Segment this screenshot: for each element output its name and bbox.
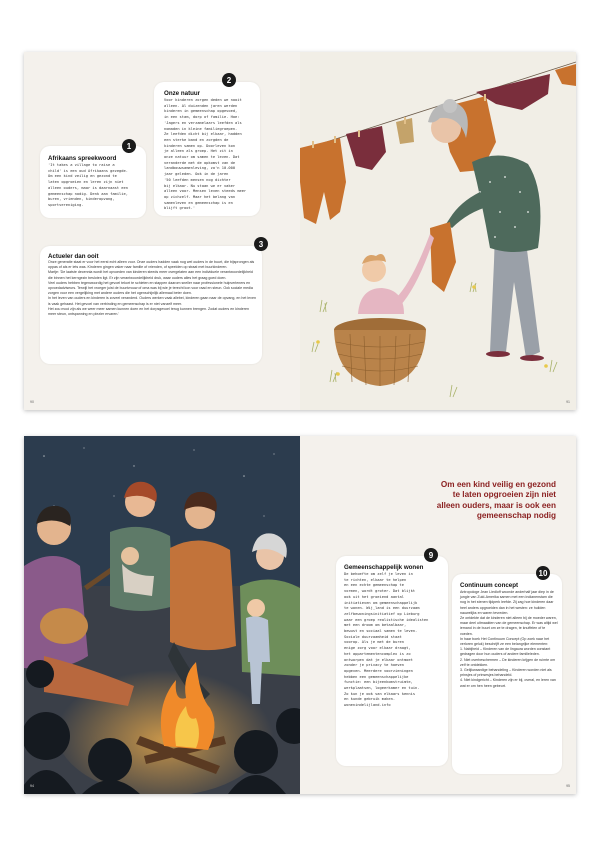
card-text: Antropologe Jean Liedloff woonde anderhalf jaar diep in de jungle van Zuid-Amerika samen met een indianenstam die nog in het stenen tijdperk leefde. Zij zag hoe kinderen daar heel anders opgroeiden dan in het westen: ze huilden nauwelijks en waren tevreden. Ze ontdekte dat de kinderen niet alleen bij de moeder waren, maar deel uitmaakten van de gemeenschap. Er was altijd wel iemand in de buurt om ze te dragen, te knuffelen of te voeden. In haar boek Het Continuum Concept (Op zoek naar het verloren geluk) beschrijft ze een belangrijke elementen: 1. Nabijheid – Kinderen van de lingaura worden constant gedragen door hun ouders of andere familieleden. 2. Niet overbeschermen – De kinderen krijgen de ruimte om zelf te ontdekken. 3. Gelijkwaardige behandeling – Kinderen worden niet als prinsjes of prinsesjes behandeld. 4. Niet kindgericht – Kinderen zijn er bij, overal, en leren van wat er om hen heen gebeurt. — [460, 590, 558, 688]
illustration-grandmother-laundry — [300, 52, 576, 410]
badge-2: 2 — [222, 73, 236, 87]
page-number: 90 — [30, 400, 34, 404]
card-title: Actueler dan ooit — [48, 253, 99, 260]
page-95 — [300, 436, 576, 794]
badge-3: 3 — [254, 237, 268, 251]
card-text: 'It takes a village to raise a child' is een oud Afrikaans gezegde. Om een kind veilig en gezond te laten opgroeien en leren zijn niet alleen ouders, maar is daarnaast een gemeenschap nodig. Denk aan familie, buren, vrienden, kinderopvang, sportvereniging. — [48, 163, 128, 207]
top-spread — [24, 52, 576, 410]
page-number: 95 — [566, 784, 570, 788]
page-90 — [24, 52, 300, 410]
card-afrikaans-spreekwoord — [40, 141, 146, 218]
card-title: Onze natuur — [164, 90, 201, 97]
page-number: 91 — [566, 400, 570, 404]
card-title: Afrikaans spreekwoord — [48, 155, 117, 162]
card-actueler-dan-ooit — [40, 239, 264, 364]
card-text: Onze generatie staat er voor het eerst echt alleen voor. Onze ouders hadden vaak nog wel ouders in de buurt, die bijsprongen als oppas of als er iets was. Kinderen gingen vaker naar familie of vrienden, of speelden op straat met buurkinderen. Martje: 'De laatste decennia wordt het opvoeden van kinderen steeds meer overgelaten aan een individuele verantwoordelijkheid die binnen het kerngezin besloten ligt. Er zijn verantwoordelijkheid druk, waar ouders alles het graag goed doen. Veel ouders hebben tegenwoordig het gevoel tekort te schieten en stappen daarom sneller naar professionele hulpverleners en opvoedadviseurs. Terwijl het vroeger juist de buurtvrouw of oma was bij wie je terecht kon voor raad en steun. Ook sociale media zorgen voor een vergelijking met andere ouders die het ogenschijnlijk allemaal beter doen. In het leven van ouders en kinderen is zoveel veranderd. Ouders werken vaak allebei, kinderen gaan naar de opvang, en het leven is vaak gehaast. Het gevoel van verbinding en gemeenschap is er niet vanzelf meer. Het zou mooi zijn als we weer meer samen kunnen doen en het dorpsgevoel terug kunnen brengen. Zodat ouders en kinderen meer steun, ontspanning en plezier ervaren.' — [48, 260, 256, 317]
card-onze-natuur — [154, 75, 260, 216]
pull-quote: Om een kind veilig en gezond te laten opgroeien zijn niet alleen ouders, maar is ook een gemeenschap nodig — [436, 480, 556, 521]
page-94 — [24, 436, 300, 794]
card-text: Voor kinderen zorgen deden we nooit alleen. Al duizenden jaren werden kinderen in gemeenschap opgevoed, in een stam, dorp of familie. Hoe: 'Jagers en verzamelaars leefden als nomaden in kleine familiegroepen. Ze leefden dicht bij elkaar, hadden een sterke band en zorgden de kinderen samen op. Doorleven kon je alleen als groep. Het zit in onze natuur om samen te leven. Dat veranderde met de opkomst van de landbouwsamenleving, zo'n 10.000 jaar geleden. Ook in de jaren '50 leefden mensen nog dichter bij elkaar. Nu staan we er vaker alleen voor. Mensen leven steeds meer op zichzelf. Maar het belang van samenleven en gemeenschap is en blijft groot.' — [164, 98, 247, 211]
badge-9: 9 — [424, 548, 438, 562]
page-number: 94 — [30, 784, 34, 788]
bottom-spread — [24, 436, 576, 794]
card-title: Gemeenschappelijk wonen — [344, 564, 424, 571]
badge-10: 10 — [536, 566, 550, 580]
card-gemeenschappelijk-wonen — [336, 550, 448, 766]
page-91 — [300, 52, 576, 410]
card-continuum-concept — [452, 568, 562, 774]
card-title: Continuum concept — [460, 582, 519, 589]
badge-1: 1 — [122, 139, 136, 153]
illustration-campfire-family — [24, 436, 300, 794]
card-text: De behoefte om zelf je leven in te richten, elkaar te helpen en een echte gemeenschap te vormen, wordt groter. Dat blijkt ook uit het groeiend aantal initiatieven om gemeenschappelijk te wonen. Wij_land is een duurzaam zelfbewoningsinitiatief op Lieburg waar een groep realistische idealisten met een droom om betaalbaar, bewust en sociaal samen te leven. Sociale duurzaamheid staat voorop. Als je met de buren enige zorg voor elkaar draagt, het appartementencomplex is zo ontworpen dat je elkaar ontmoet zonder je privacy te hoeven opgeven. Meerdere voorzieningen hebben een gemeenschappelijke functie: een bijeenkomstruimte, werkplaatsen, logeerkamer en tuin. Zo kun je ook van elkaars kennis en kunde gebruik maken. wonenindelijland.info — [344, 572, 429, 708]
